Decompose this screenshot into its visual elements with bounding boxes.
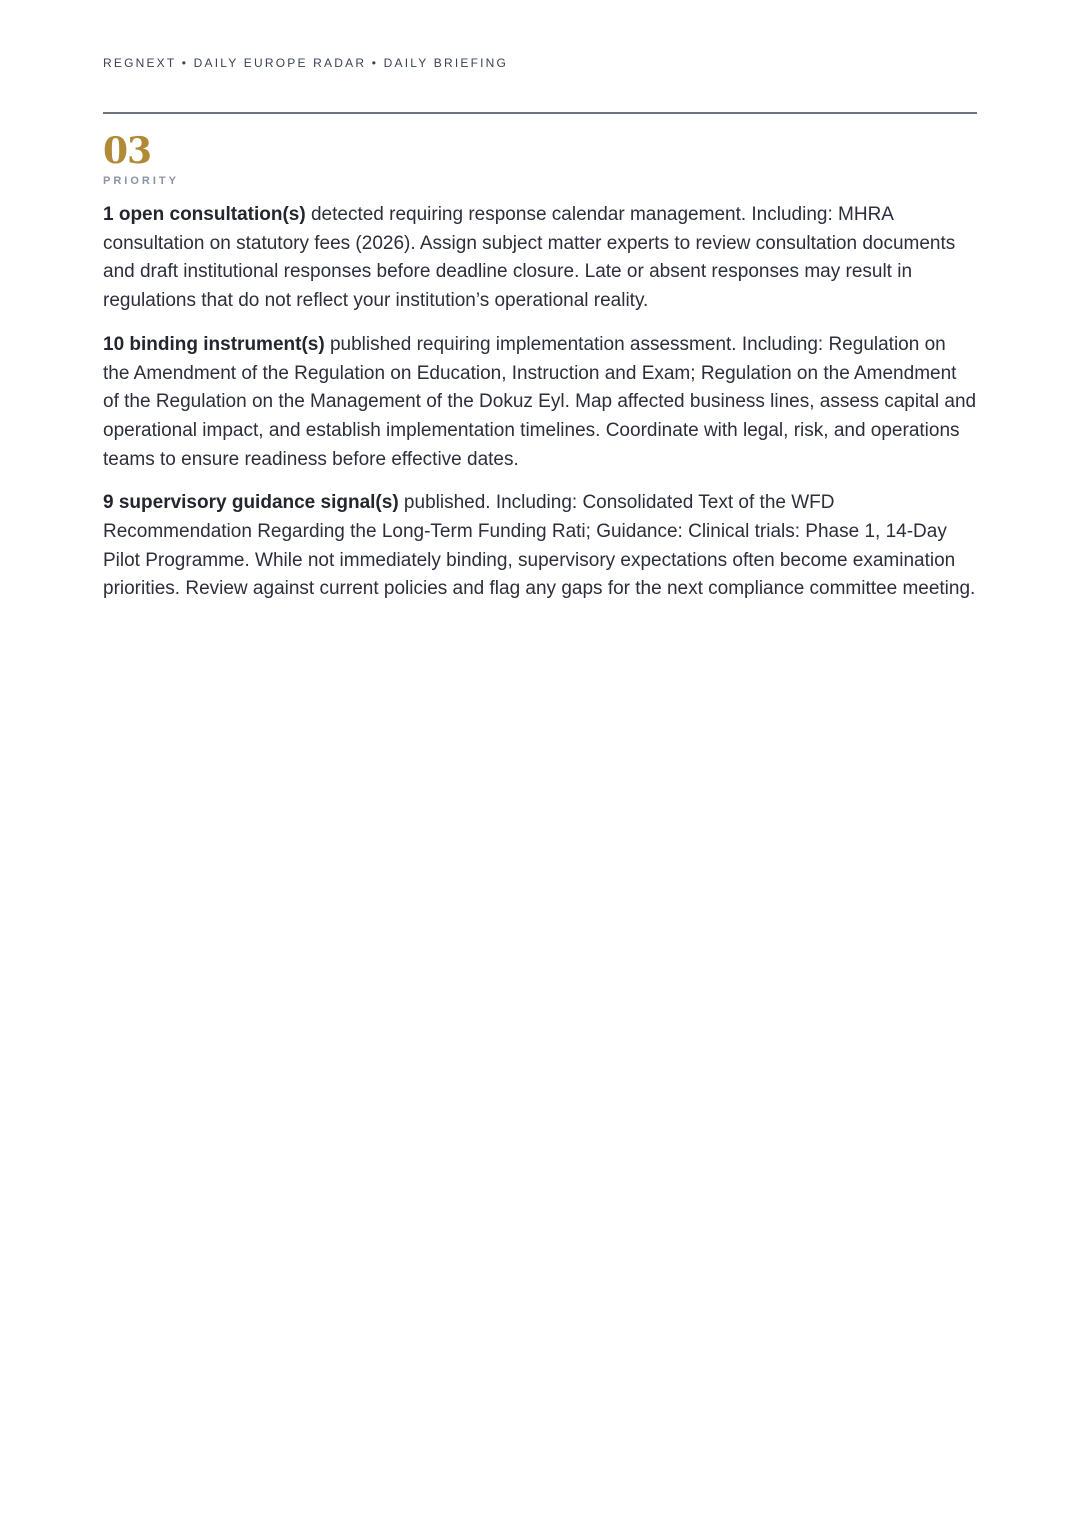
paragraph-consultations bbox=[103, 201, 977, 316]
section-body bbox=[103, 201, 977, 619]
running-header: REGNEXT • DAILY EUROPE RADAR • DAILY BRIEFING bbox=[103, 56, 509, 70]
paragraph-text: published requiring implementation assessment. Including: Regulation on the Amendment of the Regulation on Education, Instruction and Exam; Regulation on the Amendment of the Regulation on the Management of the Dokuz Eyl. Map affected business lines, assess capital and operational impact, and establish implementation timelines. Coordinate with legal, risk, and operations teams to ensure readiness before effective dates. bbox=[103, 333, 977, 470]
paragraph-lead: 10 binding instrument(s) bbox=[103, 333, 325, 355]
paragraph-binding-instruments bbox=[103, 331, 977, 475]
section-number: 03 bbox=[103, 130, 152, 172]
paragraph-supervisory-guidance bbox=[103, 489, 977, 604]
paragraph-lead: 1 open consultation(s) bbox=[103, 204, 306, 225]
paragraph-text: published. Including: Consolidated Text of the WFD Recommendation Regarding the Long-Term Funding Rati; Guidance: Clinical trials: Phase 1, 14-Day Pilot Programme. While not immediately binding, supervisory expectations often become examination priorities. Review against current policies and flag any gaps for the next compliance committee meeting. bbox=[103, 492, 976, 600]
paragraph-lead: 9 supervisory guidance signal(s) bbox=[103, 492, 399, 514]
paragraph-text: detected requiring response calendar management. Including: MHRA consultation on statutory fees (2026). Assign subject matter experts to review consultation documents and draft institutional responses before deadline closure. Late or absent responses may result in regulations that do not reflect your institution’s operational reality. bbox=[103, 204, 956, 312]
header-divider bbox=[103, 112, 977, 114]
section-label: PRIORITY bbox=[103, 175, 179, 187]
